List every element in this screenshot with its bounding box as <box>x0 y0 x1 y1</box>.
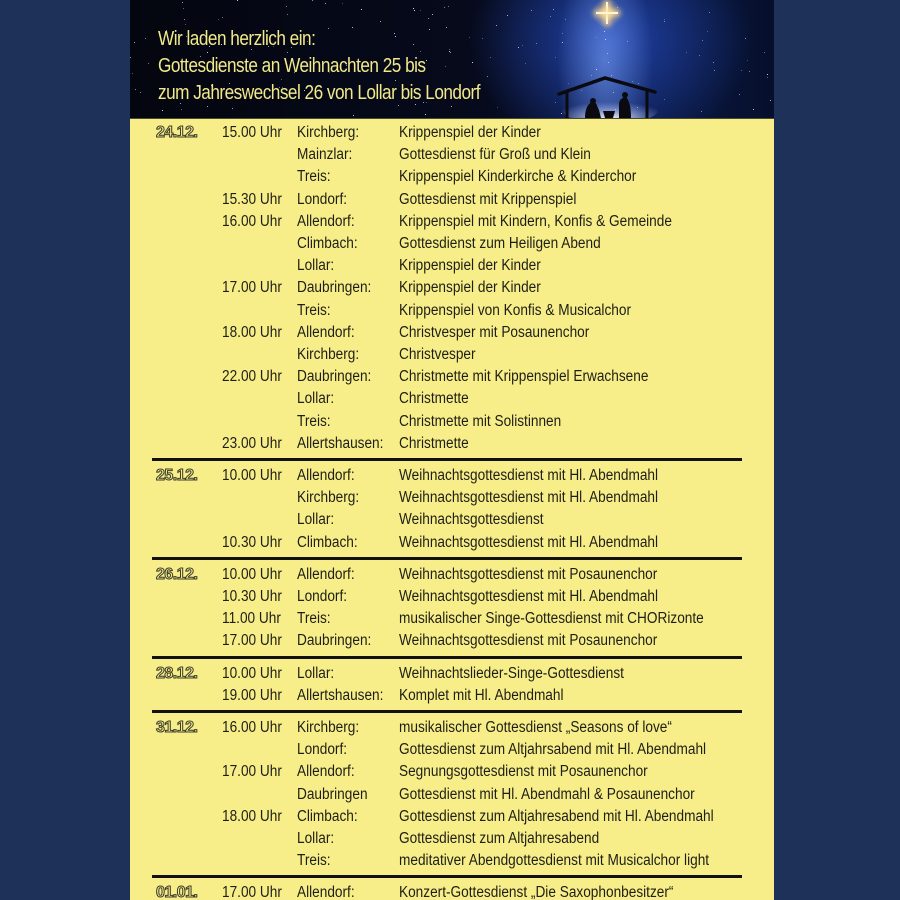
star-dot <box>184 19 185 20</box>
service-row <box>130 277 774 299</box>
service-event: Gottesdienst für Groß und Klein <box>399 146 591 164</box>
star-dot <box>686 52 687 53</box>
service-event: musikalischer Singe-Gottesdienst mit CHORizonte <box>399 610 704 628</box>
service-location: Treis: <box>297 610 331 628</box>
star-dot <box>487 76 488 77</box>
star-dot <box>312 0 313 1</box>
star-dot <box>507 15 508 16</box>
day-divider <box>152 656 742 659</box>
service-event: musikalischer Gottesdienst „Seasons of love“ <box>399 719 672 736</box>
header-line-1: Wir laden herzlich ein: <box>158 28 316 50</box>
header-title <box>158 26 480 107</box>
service-location: Allendorf: <box>297 884 355 900</box>
star-dot <box>555 57 556 58</box>
service-event: Krippenspiel der Kinder <box>399 124 541 141</box>
star-dot <box>425 114 426 115</box>
star-dot <box>132 73 133 74</box>
service-row <box>130 586 774 608</box>
star-dot <box>482 38 483 39</box>
service-time: 10.00 Uhr <box>222 664 282 682</box>
star-dot <box>413 8 414 9</box>
service-row <box>130 532 774 554</box>
service-event: meditativer Abendgottesdienst mit Musicalchor light <box>399 852 710 870</box>
star-dot <box>140 92 141 93</box>
star-dot <box>714 70 715 71</box>
service-time: 15.30 Uhr <box>222 190 282 208</box>
service-time: 16.00 Uhr <box>222 719 282 736</box>
nativity-stable-icon <box>555 74 665 118</box>
star-dot <box>749 71 750 72</box>
star-dot <box>286 6 287 7</box>
service-event: Krippenspiel von Konfis & Musicalchor <box>399 301 632 319</box>
star-dot <box>130 57 131 58</box>
service-row <box>130 366 774 388</box>
service-location: Climbach: <box>297 235 358 252</box>
day-date: 31.12. <box>156 719 198 736</box>
star-dot <box>707 31 708 32</box>
service-event: Gottesdienst zum Altjahrsabend mit Hl. Abendmahl <box>399 741 707 759</box>
service-row <box>130 685 774 707</box>
service-row <box>130 608 774 630</box>
service-time: 10.30 Uhr <box>222 587 282 605</box>
star-dot <box>745 38 746 39</box>
service-time: 17.00 Uhr <box>222 632 282 650</box>
service-row <box>130 663 774 685</box>
star-dot <box>664 21 665 22</box>
star-dot <box>747 60 748 61</box>
service-location: Mainzlar: <box>297 146 353 164</box>
service-location: Londorf: <box>297 741 348 759</box>
service-time: 11.00 Uhr <box>222 610 281 628</box>
star-dot <box>627 41 628 42</box>
service-row <box>130 828 774 850</box>
service-event: Weihnachtslieder-Singe-Gottesdienst <box>399 664 624 682</box>
service-event: Krippenspiel mit Kindern, Konfis & Gemeinde <box>399 212 672 230</box>
service-row <box>130 300 774 322</box>
service-time: 18.00 Uhr <box>222 807 282 825</box>
star-dot <box>518 47 519 48</box>
service-row <box>130 761 774 783</box>
service-row <box>130 411 774 433</box>
service-time: 16.00 Uhr <box>222 212 282 230</box>
star-dot <box>135 89 136 90</box>
service-time: 17.00 Uhr <box>222 884 282 900</box>
service-location: Allendorf: <box>297 212 355 230</box>
service-event: Gottesdienst zum Heiligen Abend <box>399 235 601 252</box>
service-event: Christmette mit Solistinnen <box>399 412 562 430</box>
star-dot <box>753 109 754 110</box>
service-row <box>130 739 774 761</box>
service-row <box>130 717 774 739</box>
star-dot <box>232 108 233 109</box>
service-location: Treis: <box>297 852 331 870</box>
header-line-3: zum Jahreswechsel 26 von Lollar bis Londorf <box>158 82 481 104</box>
service-location: Lollar: <box>297 664 335 682</box>
star-dot <box>325 3 326 4</box>
header-banner <box>130 0 774 118</box>
star-dot <box>608 62 609 63</box>
service-event: Gottesdienst mit Krippenspiel <box>399 190 577 208</box>
star-dot <box>287 14 288 15</box>
service-location: Londorf: <box>297 587 348 605</box>
star-dot <box>145 38 146 39</box>
service-location: Kirchberg: <box>297 489 360 507</box>
star-dot <box>607 53 608 54</box>
star-dot <box>536 43 537 44</box>
star-dot <box>553 9 554 10</box>
service-event: Weihnachtsgottesdienst mit Hl. Abendmahl <box>399 533 659 551</box>
star-dot <box>764 52 765 53</box>
service-location: Allendorf: <box>297 467 355 484</box>
service-event: Komplet mit Hl. Abendmahl <box>399 686 564 704</box>
service-row <box>130 322 774 344</box>
service-location: Daubringen: <box>297 279 372 297</box>
star-dot <box>414 10 415 11</box>
star-dot <box>497 107 498 108</box>
star-dot <box>767 77 768 78</box>
star-dot <box>148 63 149 64</box>
service-event: Krippenspiel der Kinder <box>399 279 541 297</box>
service-event: Christvesper <box>399 346 476 363</box>
service-row <box>130 465 774 487</box>
service-row <box>130 882 774 900</box>
star-dot <box>522 45 523 46</box>
service-event: Gottesdienst mit Hl. Abendmahl & Posaunenchor <box>399 785 695 803</box>
star-dot <box>562 42 563 43</box>
day-date: 01.01. <box>156 884 198 900</box>
service-row <box>130 233 774 255</box>
star-dot <box>525 63 526 64</box>
service-location: Treis: <box>297 412 331 430</box>
service-time: 19.00 Uhr <box>222 686 282 704</box>
star-dot <box>699 55 700 56</box>
service-event: Weihnachtsgottesdienst <box>399 511 544 529</box>
service-location: Climbach: <box>297 807 358 825</box>
service-time: 10.00 Uhr <box>222 467 282 484</box>
service-location: Allertshausen: <box>297 434 384 452</box>
star-dot <box>134 42 135 43</box>
service-row <box>130 509 774 531</box>
service-location: Kirchberg: <box>297 719 360 736</box>
day-divider <box>152 458 742 461</box>
service-time: 15.00 Uhr <box>222 124 282 141</box>
service-location: Londorf: <box>297 190 348 208</box>
star-dot <box>741 70 742 71</box>
service-schedule <box>130 118 774 900</box>
service-event: Gottesdienst zum Altjahresabend mit Hl. Abendmahl <box>399 807 714 825</box>
service-time: 10.30 Uhr <box>222 533 282 551</box>
service-event: Segnungsgottesdienst mit Posaunenchor <box>399 763 648 781</box>
service-event: Weihnachtsgottesdienst mit Hl. Abendmahl <box>399 587 659 605</box>
service-location: Lollar: <box>297 257 335 275</box>
star-dot <box>702 40 703 41</box>
star-dot <box>353 115 354 116</box>
star-dot <box>565 19 566 20</box>
service-row <box>130 630 774 652</box>
service-location: Treis: <box>297 168 331 186</box>
service-event: Christmette <box>399 390 469 408</box>
day-date: 24.12. <box>156 124 198 141</box>
star-dot <box>709 12 710 13</box>
star-dot <box>444 7 445 8</box>
star-dot <box>713 62 714 63</box>
star-dot <box>604 31 605 32</box>
service-location: Allendorf: <box>297 565 355 583</box>
service-event: Christvesper mit Posaunenchor <box>399 323 590 341</box>
service-location: Allendorf: <box>297 323 355 341</box>
service-row <box>130 433 774 455</box>
service-event: Christmette <box>399 434 469 452</box>
service-event: Gottesdienst zum Altjahresabend <box>399 830 600 847</box>
service-event: Christmette mit Krippenspiel Erwachsene <box>399 368 649 386</box>
service-row <box>130 344 774 366</box>
day-divider <box>152 710 742 713</box>
star-dot <box>237 0 238 1</box>
service-time: 10.00 Uhr <box>222 565 282 583</box>
star-dot <box>420 10 421 11</box>
service-row <box>130 211 774 233</box>
service-row <box>130 487 774 509</box>
star-dot <box>605 39 606 40</box>
service-location: Kirchberg: <box>297 346 360 363</box>
star-dot <box>596 37 597 38</box>
service-location: Lollar: <box>297 511 335 529</box>
poster <box>130 0 774 900</box>
service-row <box>130 122 774 144</box>
service-event: Krippenspiel der Kinder <box>399 257 541 275</box>
day-date: 25.12. <box>156 467 198 484</box>
star-dot <box>490 57 491 58</box>
service-event: Weihnachtsgottesdienst mit Posaunenchor <box>399 565 658 583</box>
service-row <box>130 189 774 211</box>
day-date: 28.12. <box>156 664 198 682</box>
star-dot <box>342 3 343 4</box>
service-time: 22.00 Uhr <box>222 368 282 386</box>
star-dot <box>162 110 163 111</box>
service-time: 17.00 Uhr <box>222 279 282 297</box>
star-dot <box>596 69 597 70</box>
service-row <box>130 806 774 828</box>
star-dot <box>182 2 183 3</box>
service-event: Weihnachtsgottesdienst mit Posaunenchor <box>399 632 658 650</box>
day-divider <box>152 557 742 560</box>
star-dot <box>222 17 223 18</box>
star-dot <box>496 25 497 26</box>
service-event: Konzert-Gottesdienst „Die Saxophonbesitzer“ <box>399 884 674 900</box>
star-dot <box>550 16 551 17</box>
day-date: 26.12. <box>156 565 198 583</box>
service-location: Daubringen: <box>297 632 372 650</box>
service-row <box>130 850 774 872</box>
star-dot <box>218 19 219 20</box>
star-dot <box>701 111 702 112</box>
service-time: 18.00 Uhr <box>222 323 282 341</box>
service-event: Weihnachtsgottesdienst mit Hl. Abendmahl <box>399 467 659 484</box>
star-dot <box>428 18 429 19</box>
star-dot <box>361 9 362 10</box>
service-event: Krippenspiel Kinderkirche & Kinderchor <box>399 168 637 186</box>
star-dot <box>448 6 449 7</box>
service-location: Kirchberg: <box>297 124 360 141</box>
service-location: Climbach: <box>297 533 358 551</box>
service-row <box>130 388 774 410</box>
service-location: Daubringen: <box>297 368 372 386</box>
service-location: Lollar: <box>297 830 335 847</box>
service-row <box>130 255 774 277</box>
service-row <box>130 784 774 806</box>
service-location: Treis: <box>297 301 331 319</box>
star-dot <box>531 10 532 11</box>
service-row <box>130 144 774 166</box>
service-location: Allertshausen: <box>297 686 384 704</box>
service-row <box>130 564 774 586</box>
service-event: Weihnachtsgottesdienst mit Hl. Abendmahl <box>399 489 659 507</box>
service-location: Lollar: <box>297 390 335 408</box>
star-dot <box>664 19 665 20</box>
service-location: Allendorf: <box>297 763 355 781</box>
service-location: Daubringen <box>297 785 368 803</box>
star-dot <box>562 33 563 34</box>
star-dot <box>770 100 771 101</box>
star-dot <box>767 74 768 75</box>
star-of-bethlehem-icon <box>596 2 618 24</box>
service-time: 17.00 Uhr <box>222 763 282 781</box>
star-dot <box>739 94 740 95</box>
star-dot <box>432 14 433 15</box>
service-time: 23.00 Uhr <box>222 434 282 452</box>
service-row <box>130 166 774 188</box>
header-line-2: Gottesdienste an Weihnachten 25 bis <box>158 55 426 77</box>
star-dot <box>183 8 184 9</box>
day-divider <box>152 875 742 878</box>
star-dot <box>185 24 186 25</box>
star-dot <box>380 21 381 22</box>
star-dot <box>181 109 182 110</box>
